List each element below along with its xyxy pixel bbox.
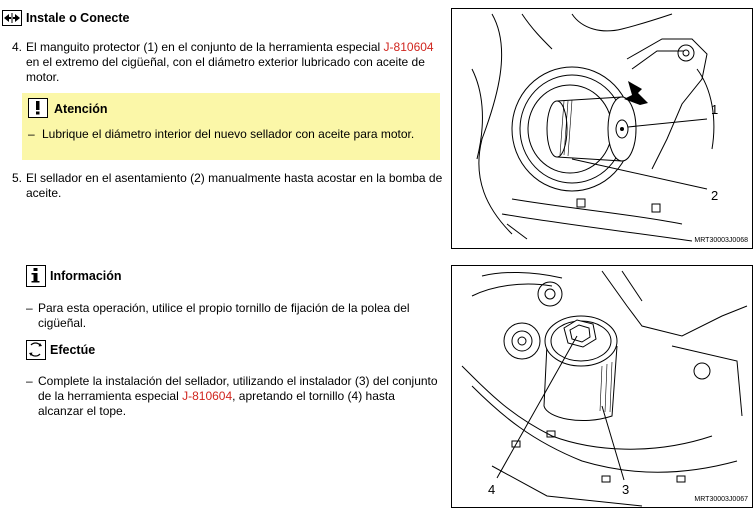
connect-arrows-icon <box>2 10 22 26</box>
exclamation-icon <box>28 98 48 118</box>
callout-1: 1 <box>711 102 719 117</box>
info-dash: – <box>26 301 33 315</box>
step-4-text-after: en el extremo del cigüeñal, con el diámetro exterior lubricado con aceite de motor. <box>26 55 425 84</box>
figure-2 <box>451 265 753 508</box>
action-circle-icon <box>26 340 46 360</box>
callout-2: 2 <box>711 188 719 203</box>
callout-3: 3 <box>622 482 630 497</box>
callout-4: 4 <box>488 482 496 497</box>
efectue-text-before: Complete la instalación del sellador, utilizando el instalador (3) del conjunto de la herramienta especial <box>38 374 438 403</box>
info-text: Para esta operación, utilice el propio tornillo de fijación de la polea del cigüeñal. <box>38 301 410 330</box>
tool-link-j810604-2[interactable]: J-810604 <box>182 389 233 403</box>
figure-1-drawing <box>452 9 752 248</box>
section-title: Instale o Conecte <box>26 11 130 25</box>
attention-box <box>22 93 440 160</box>
info-title: Información <box>50 269 122 283</box>
step-4-text-before: El manguito protector (1) en el conjunto de la herramienta especial <box>26 40 381 54</box>
tool-link-j810604[interactable]: J-810604 <box>383 40 434 54</box>
step-5-number: 5. <box>12 171 23 185</box>
figure-1-code: MRT30003J0068 <box>694 237 748 244</box>
figure-2-code: MRT30003J0067 <box>694 496 748 503</box>
step-5-text: El sellador en el asentamiento (2) manualmente hasta acostar en la bomba de aceite. <box>26 171 443 200</box>
attention-text: Lubrique el diámetro interior del nuevo sellador con aceite para motor. <box>42 127 415 141</box>
step-4-number: 4. <box>12 40 23 54</box>
efectue-title: Efectúe <box>50 343 96 357</box>
attention-title: Atención <box>54 102 108 116</box>
attention-dash: – <box>28 127 35 141</box>
efectue-text-after: , apretando el tornillo (4) hasta alcanzar el tope. <box>38 389 395 418</box>
efectue-dash: – <box>26 374 33 388</box>
figure-1 <box>451 8 753 249</box>
figure-2-drawing <box>452 266 752 507</box>
info-i-icon <box>26 265 46 287</box>
efectue-text <box>38 374 438 419</box>
step-4-text <box>26 40 446 85</box>
